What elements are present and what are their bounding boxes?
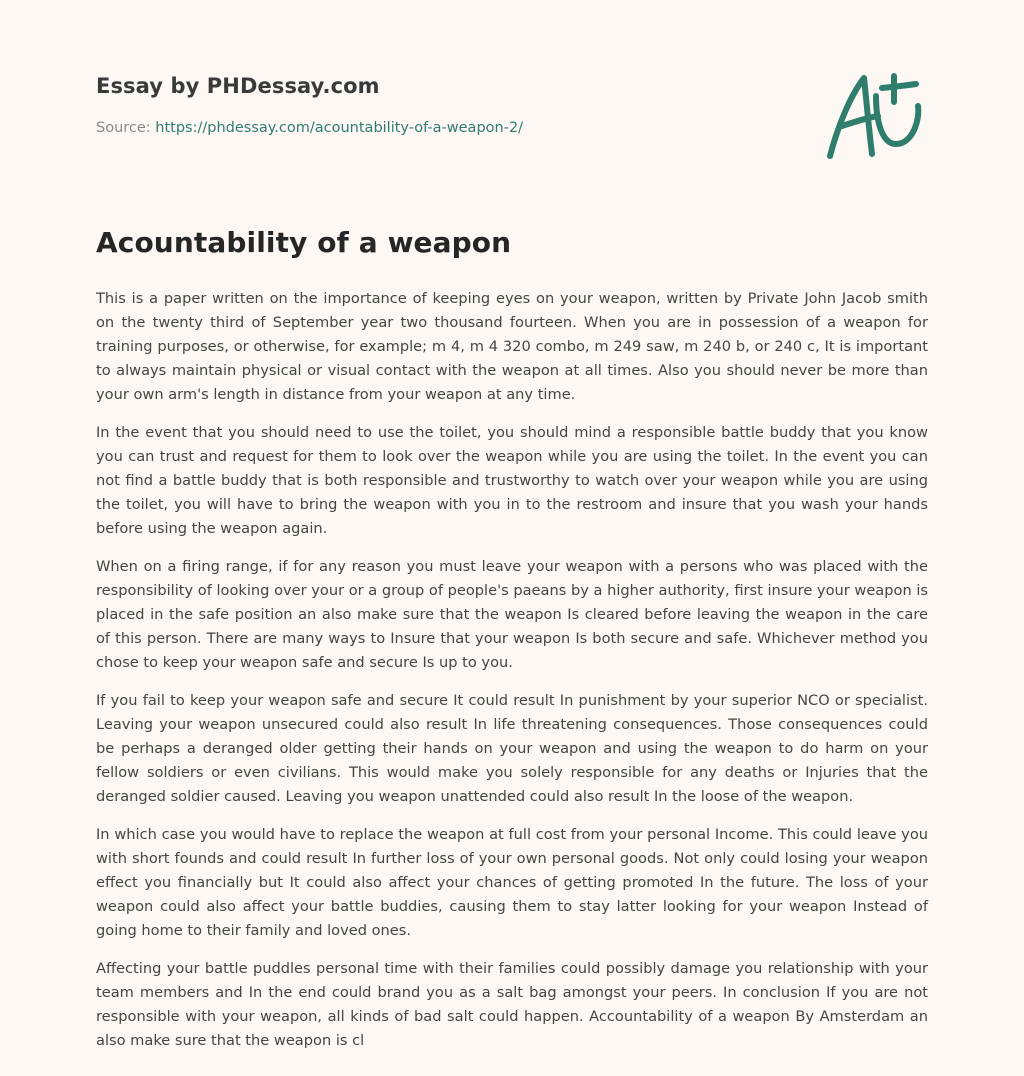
essay-paragraph: In the event that you should need to use the toilet, you should mind a responsible battle buddy that you know you can trust and request for them to look over the weapon while you are using the toilet. In the event you can not find a battle buddy that is both responsible and trustworthy to watch over your weapon while you are using the toilet, you will have to bring the weapon with you in to the restroom and insure that you wash your hands before using the weapon again. — [96, 424, 928, 537]
essay-paragraph: This is a paper written on the importance of keeping eyes on your weapon, written by Private John Jacob smith on the twenty third of September year two thousand fourteen. When you are in possession of a weapon for training purposes, or otherwise, for example; m 4, m 4 320 combo, m 249 saw, m 240 b, or 240 c, It is important to always maintain physical or visual contact with the weapon at all times. Also you should never be more than your own arm's length in distance from your weapon at any time. — [96, 290, 928, 403]
essay-paragraph: In which case you would have to replace the weapon at full cost from your personal Income. This could leave you with short founds and could result In further loss of your own personal goods. Not only could losing your weapon effect you financially but It could also affect your chances of getting promoted In the future. The loss of your weapon could also affect your battle buddies, causing them to stay latter looking for your weapon Instead of going home to their family and loved ones. — [96, 826, 928, 939]
source-label: Source: — [96, 120, 156, 136]
essay-content — [96, 226, 928, 1067]
essay-title: Acountability of a weapon — [96, 226, 512, 259]
essay-paragraph: When on a firing range, if for any reason you must leave your weapon with a persons who was placed with the responsibility of looking over your or a group of people's paeans by a higher authority, first insure your weapon is placed in the safe position an also make sure that the weapon Is cleared before leaving the weapon in the care of this person. There are many ways to Insure that your weapon Is both secure and safe. Whichever method you chose to keep your weapon safe and secure Is up to you. — [96, 558, 928, 671]
source-line — [96, 120, 796, 136]
page-header — [96, 74, 796, 136]
essay-paragraph: Affecting your battle puddles personal time with their families could possibly damage you relationship with your team members and In the end could brand you as a salt bag amongst your peers. In conclusion If you are not responsible with your weapon, all kinds of bad salt could happen. Accountability of a weapon By Amsterdam an also make sure that the weapon is cl — [96, 960, 928, 1049]
site-brand: Essay by PHDessay.com — [96, 74, 380, 98]
essay-paragraph: If you fail to keep your weapon safe and secure It could result In punishment by your superior NCO or specialist. Leaving your weapon unsecured could also result In life threatening consequences. Those consequences could be perhaps a deranged older getting their hands on your weapon and using the weapon to do harm on your fellow soldiers or even civilians. This would make you solely responsible for any deaths or Injuries that the deranged soldier caused. Leaving you weapon unattended could also result In the loose of the weapon. — [96, 692, 928, 805]
source-link[interactable]: https://phdessay.com/acountability-of-a-weapon-2/ — [155, 120, 524, 136]
a-plus-grade-icon — [820, 66, 930, 166]
